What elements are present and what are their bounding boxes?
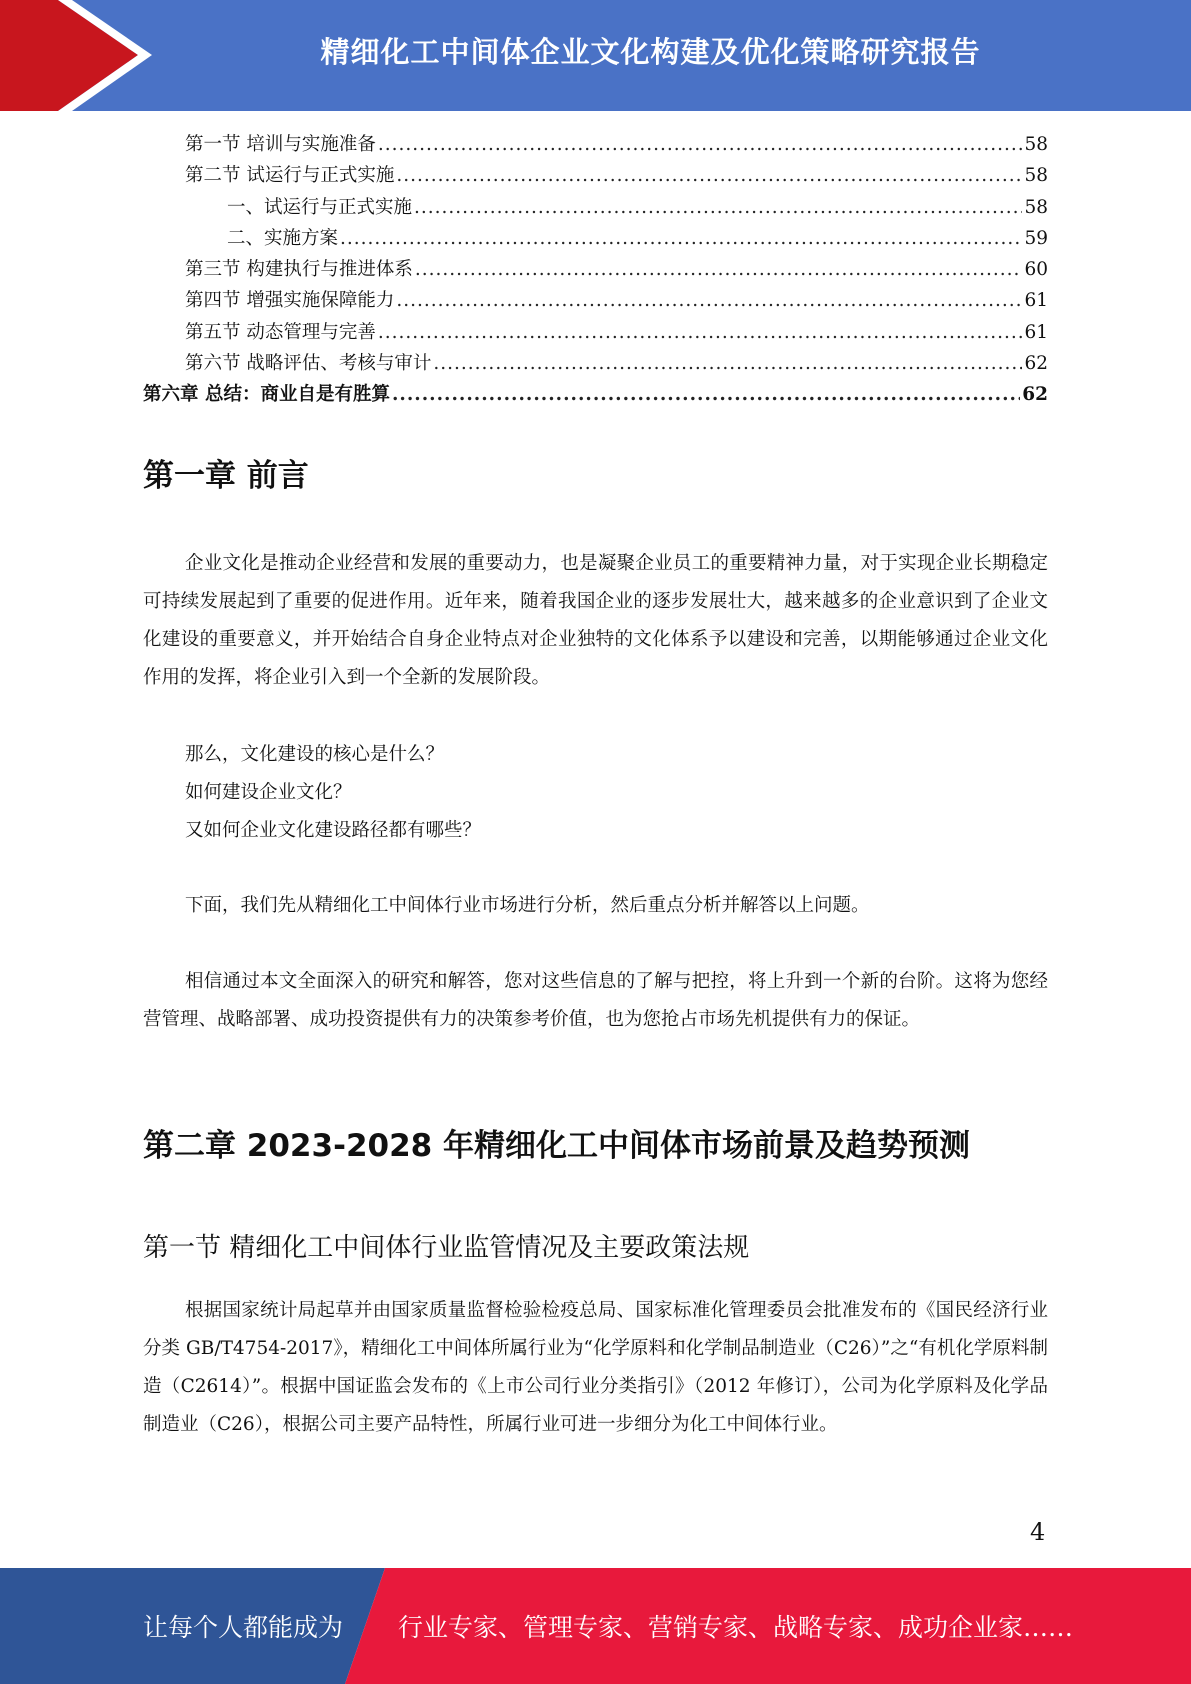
- toc-entry-label: 第六节 战略评估、考核与审计: [185, 353, 432, 375]
- page-header: [0, 0, 1191, 111]
- page-footer: [0, 1568, 1191, 1684]
- footer-slogan-left: 让每个人都能成为: [143, 1613, 344, 1642]
- toc-entry-label: 第二节 试运行与正式实施: [185, 165, 395, 187]
- report-title: 精细化工中间体企业文化构建及优化策略研究报告: [320, 34, 981, 69]
- question-2: 如何建设企业文化？: [185, 782, 352, 803]
- chapter-1-intro-paragraph: 企业文化是推动企业经营和发展的重要动力，也是凝聚企业员工的重要精神力量，对于实现企业长期稳定可持续发展起到了重要的促进作用。近年来，随着我国企业的逐步发展壮大，越来越多的企业意识到了企业文化建设的重要意义，并开始结合自身企业特点对企业独特的文化体系予以建设和完善，以期能够通过企业文化作用的发挥，将企业引入到一个全新的发展阶段。: [143, 553, 1048, 688]
- toc-entry-label: 一、试运行与正式实施: [227, 196, 413, 218]
- toc-entry-page: 62: [1024, 353, 1048, 375]
- question-3: 又如何企业文化建设路径都有哪些？: [185, 820, 482, 841]
- toc-entry[interactable]: [143, 379, 1048, 410]
- toc-entry-label: 二、实施方案: [227, 227, 339, 249]
- toc-entry-label: 第一节 培训与实施准备: [185, 134, 376, 155]
- page-number: 4: [1030, 1518, 1046, 1546]
- footer-slogan-right: 行业专家、管理专家、营销专家、战略专家、成功企业家……: [398, 1613, 1074, 1642]
- toc-entry-label: 第五节 动态管理与完善: [185, 321, 376, 343]
- toc-entry[interactable]: [143, 317, 1048, 348]
- toc-dot-leader: [396, 285, 1022, 316]
- toc-dot-leader: [414, 192, 1022, 223]
- chapter-2-title: 第二章 2023-2028 年精细化工中间体市场前景及趋势预测: [143, 1128, 971, 1164]
- toc-entry-page: 60: [1024, 259, 1048, 281]
- toc-entry[interactable]: [143, 129, 1048, 160]
- toc-entry-page: 61: [1024, 290, 1048, 312]
- toc-entry-page: 58: [1024, 165, 1048, 187]
- toc-entry-page: 61: [1024, 321, 1048, 343]
- toc-entry[interactable]: [143, 192, 1048, 223]
- toc-entry[interactable]: [143, 223, 1048, 254]
- chapter-1-paragraph-3: 相信通过本文全面深入的研究和解答，您对这些信息的了解与把控，将上升到一个新的台阶。这将为您经营管理、战略部署、成功投资提供有力的决策参考价值，也为您抢占市场先机提供有力的保证。: [143, 971, 1048, 1030]
- toc-dot-leader: [415, 254, 1023, 285]
- toc-entry[interactable]: [143, 348, 1048, 379]
- toc-entry-page: 62: [1022, 384, 1048, 406]
- toc-entry[interactable]: [143, 254, 1048, 285]
- question-1: 那么，文化建设的核心是什么？: [185, 744, 445, 765]
- toc-entry-page: 58: [1024, 196, 1048, 218]
- toc-entry[interactable]: [143, 160, 1048, 191]
- toc-dot-leader: [392, 379, 1020, 410]
- toc-dot-leader: [378, 317, 1023, 348]
- toc-dot-leader: [378, 129, 1023, 160]
- toc-dot-leader: [433, 348, 1022, 379]
- toc-entry-label: 第六章 总结：商业自是有胜算: [143, 384, 390, 406]
- toc-entry-label: 第三节 构建执行与推进体系: [185, 259, 413, 281]
- toc-dot-leader: [396, 160, 1022, 191]
- toc-entry-page: 59: [1024, 227, 1048, 249]
- toc-entry-page: 58: [1024, 134, 1048, 155]
- table-of-contents: [143, 129, 1048, 411]
- section-1-paragraph: 根据国家统计局起草并由国家质量监督检验检疫总局、国家标准化管理委员会批准发布的《国民经济行业分类 GB/T4754-2017》，精细化工中间体所属行业为“化学原料和化学制品制造业（C26）”之“有机化学原料制造（C2614）”。根据中国证监会发布的《上市公司行业分类指引》（2012 年修订），公司为化学原料及化学品制造业（C26），根据公司主要产品特性，所属行业可进一步细分为化工中间体行业。: [143, 1300, 1048, 1435]
- section-1-title: 第一节 精细化工中间体行业监管情况及主要政策法规: [143, 1233, 750, 1263]
- chapter-1-title: 第一章 前言: [143, 458, 309, 494]
- toc-entry-label: 第四节 增强实施保障能力: [185, 290, 395, 312]
- toc-dot-leader: [340, 223, 1022, 254]
- toc-entry[interactable]: [143, 285, 1048, 316]
- chapter-1-paragraph-2: 下面，我们先从精细化工中间体行业市场进行分析，然后重点分析并解答以上问题。: [185, 895, 870, 916]
